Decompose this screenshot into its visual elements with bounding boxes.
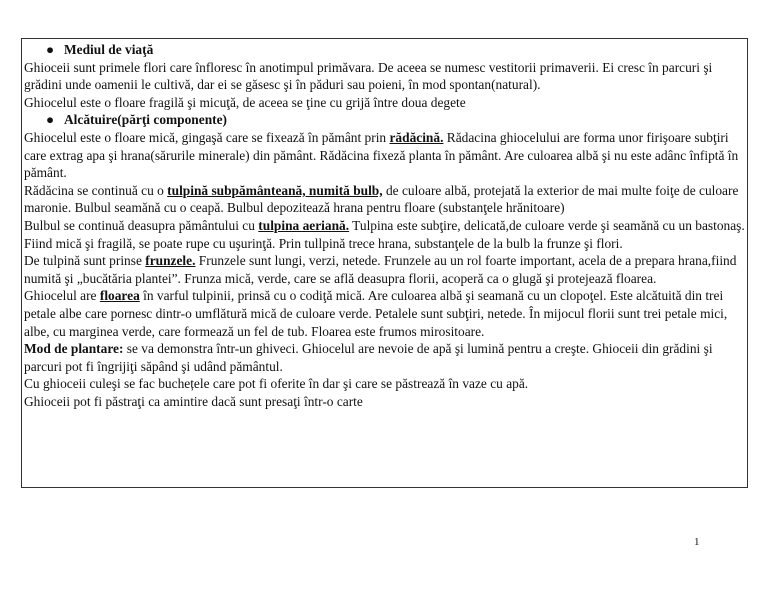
- term-radacina: rădăcină.: [389, 129, 444, 145]
- paragraph-tulpina: Bulbul se continuă deasupra pământului cu tulpina aeriană. Tulpina este subţire, delicată,de culoare verde şi seamănă cu un bastonaş. Fiind mică şi fragilă, se poate rupe cu uşurinţă. Prin tullpină trece hrana, substanţele de la bulb la frunze şi flori.: [24, 217, 745, 251]
- paragraph-frunze: De tulpină sunt prinse frunzele. Frunzele sunt lungi, verzi, netede. Frunzele au un rol foarte important, acela de a prepara hrana,fiind numită şi „bucătăria plantei”. Frunza mică, verde, care se află deasupra florii, acoperă ca o glugă şi protejează floarea.: [24, 253, 737, 286]
- paragraph-fragila: Ghiocelul este o floare fragilă şi micuţă, de aceea se ţine cu grijă între doua degete: [24, 94, 466, 110]
- term-mod-plantare: Mod de plantare:: [24, 341, 124, 357]
- term-tulpina: tulpina aeriană.: [258, 217, 350, 233]
- paragraph-vestitori: Ghioceii sunt primele flori care înfloresc în anotimpul primăvara. De aceea se numesc vestitorii primaverii. Ei cresc în parcuri şi grădini unde oamenii le cultivă, dar ei se găsesc şi în păduri sau poieni, în mod spontan(natural).: [24, 59, 713, 93]
- term-frunze: frunzele.: [145, 253, 196, 269]
- bullet-icon: ●: [46, 112, 55, 128]
- paragraph-radacina: Ghiocelul este o floare mică, gingaşă care se fixează în pământ prin rădăcină. Rădacina ghiocelului are forma unor firişoare subţiri care extrag apa şi hrana(sărurile minerale) din pământ. Rădăcina fixeză planta în pământ. Are culoarea albă şi nu este adânc înfiptă în pământ.: [24, 129, 739, 181]
- paragraph-mod-plantare: Mod de plantare: se va demonstra într-un ghiveci. Ghiocelul are nevoie de apă şi lumină pentru a creşte. Ghioceii din grădini şi parcuri pot fi îngrijiţi săpând şi udând pământul.: [24, 341, 713, 374]
- term-bulb: tulpină subpământeană, numită bulb,: [167, 182, 383, 198]
- page-number: 1: [694, 536, 700, 548]
- content-box: [21, 38, 748, 488]
- section-heading-alcatuire: ● Alcătuire(părţi componente): [46, 112, 228, 128]
- paragraph-buchete: Cu ghioceii culeşi se fac buchețele care pot fi oferite în dar şi care se păstrează în vaze cu apă.: [24, 376, 529, 392]
- section-heading-mediul: ● Mediul de viaţă: [46, 42, 154, 57]
- paragraph-bulb: Rădăcina se continuă cu o tulpină subpământeană, numită bulb, de culoare albă, protejată la exterior de mai multe foiţe de culoare maronie. Bulbul seamănă cu o ceapă. Bulbul depoziteazǎ hrana pentru floare (substanţele hrănitoare): [24, 182, 739, 216]
- term-floarea: floarea: [99, 288, 140, 304]
- bullet-icon: ●: [46, 42, 55, 57]
- paragraph-floarea: Ghiocelul are floarea în varful tulpinii, prinsă cu o codiţă mică. Are culoarea albă şi seamană cu un clopoţel. Este alcătuită din trei petale albe care pornesc dintr-o umflătură mică de culoare verde. Petalele sunt subţiri, netede. În mijocul florii sunt trei petale mici, albe, cu marginea verde, care formează un fel de tub. Floarea este frumos mirositoare.: [24, 288, 728, 339]
- paragraph-amintire: Ghioceii pot fi păstraţi ca amintire dacă sunt presaţi într-o carte: [24, 393, 363, 409]
